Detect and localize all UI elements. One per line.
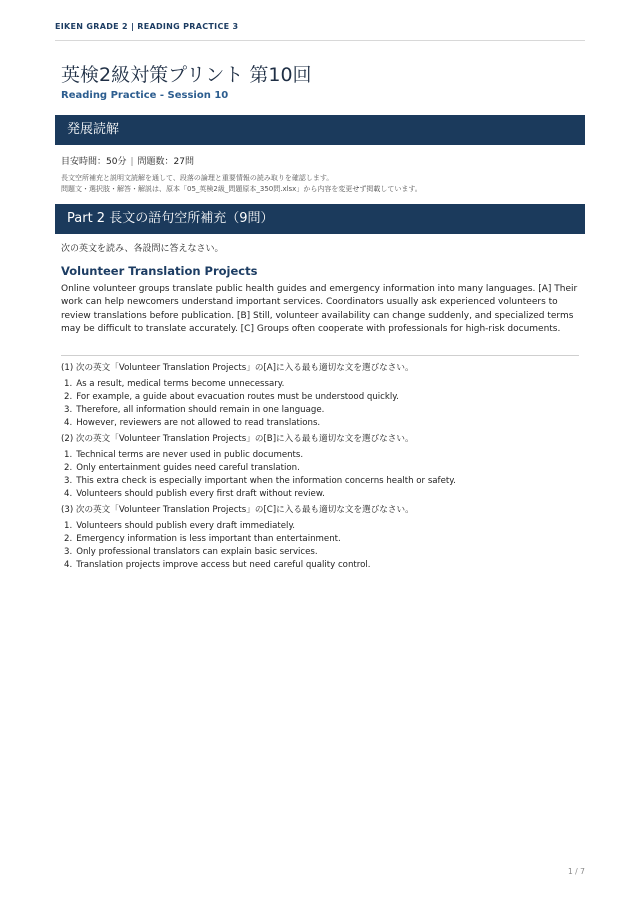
part-instruction: 次の英文を読み、各設問に答えなさい。 [61,244,224,254]
divider [61,355,579,356]
choice-text: Volunteers should publish every draft immediately. [76,521,296,531]
question-list [61,362,581,575]
question-prompt: (1) 次の英文「Volunteer Translation Projects」の[A]に入る最も適切な文を選びなさい。 [61,363,414,373]
running-header: EIKEN GRADE 2 | READING PRACTICE 3 [55,22,585,41]
choice-list [61,378,581,430]
choice-item [61,449,581,462]
choice-list [61,449,581,501]
choice-number: 3. [64,405,73,415]
choice-text: Therefore, all information should remain in one language. [76,405,325,415]
meta-separator: | [130,157,134,167]
choice-text: However, reviewers are not allowed to read translations. [76,418,321,428]
choice-number: 4. [64,418,73,428]
choice-number: 4. [64,489,73,499]
choice-item [61,559,581,572]
choice-item [61,533,581,546]
choice-item [61,475,581,488]
choice-text: Only professional translators can explain basic services. [76,547,318,557]
page-number: 1 / 7 [568,867,585,876]
choice-item [61,520,581,533]
choice-number: 1. [64,521,73,531]
time-label: 目安時間：50分 [61,157,127,167]
choice-list [61,520,581,572]
choice-number: 3. [64,547,73,557]
question-item [61,433,581,501]
passage-text: Online volunteer groups translate public health guides and emergency information into many languages. [A] Their work can help newcomers understand important services. Coordinators usually ask experienced volunteers to review translations before publication. [B] Still, volunteer availability can change suddenly, and specialized terms may be difficult to translate accurately. [C] Groups often cooperate with professionals for high-risk documents. [61,284,578,335]
question-count-label: 問題数：27問 [137,157,194,167]
section-note: 長文空所補充と説明文読解を通して、段落の論理と重要情報の読み取りを確認します。 [61,174,334,182]
choice-item [61,391,581,404]
choice-text: As a result, medical terms become unnecessary. [76,379,285,389]
choice-item [61,462,581,475]
choice-text: For example, a guide about evacuation routes must be understood quickly. [76,392,399,402]
passage-title: Volunteer Translation Projects [61,264,258,278]
page-subtitle: Reading Practice - Session 10 [61,90,229,101]
choice-text: Only entertainment guides need careful translation. [76,463,300,473]
choice-item [61,378,581,391]
choice-number: 1. [64,450,73,460]
choice-number: 1. [64,379,73,389]
section-heading-band [55,115,585,145]
part-heading: Part 2 長文の語句空所補充（9問） [67,211,274,226]
section-note: 問題文・選択肢・解答・解説は、原本「05_英検2級_問題原本_350問.xlsx」から内容を変更せず掲載しています。 [61,185,422,193]
choice-number: 3. [64,476,73,486]
choice-number: 2. [64,392,73,402]
choice-text: Translation projects improve access but need careful quality control. [76,560,371,570]
choice-text: Technical terms are never used in public documents. [76,450,304,460]
choice-item [61,404,581,417]
choice-number: 4. [64,560,73,570]
part-heading-band [55,204,585,234]
choice-text: Volunteers should publish every first draft without review. [76,489,325,499]
choice-item [61,546,581,559]
question-item [61,362,581,430]
question-prompt: (3) 次の英文「Volunteer Translation Projects」の[C]に入る最も適切な文を選びなさい。 [61,505,414,515]
section-heading: 発展読解 [67,122,120,137]
page-title: 英検2級対策プリント 第10回 [61,64,312,86]
question-item [61,504,581,572]
choice-text: This extra check is especially important when the information concerns health or safety. [76,476,456,486]
question-prompt: (2) 次の英文「Volunteer Translation Projects」の[B]に入る最も適切な文を選びなさい。 [61,434,414,444]
choice-number: 2. [64,463,73,473]
choice-number: 2. [64,534,73,544]
choice-item [61,488,581,501]
choice-text: Emergency information is less important than entertainment. [76,534,341,544]
section-meta [61,154,194,167]
choice-item [61,417,581,430]
